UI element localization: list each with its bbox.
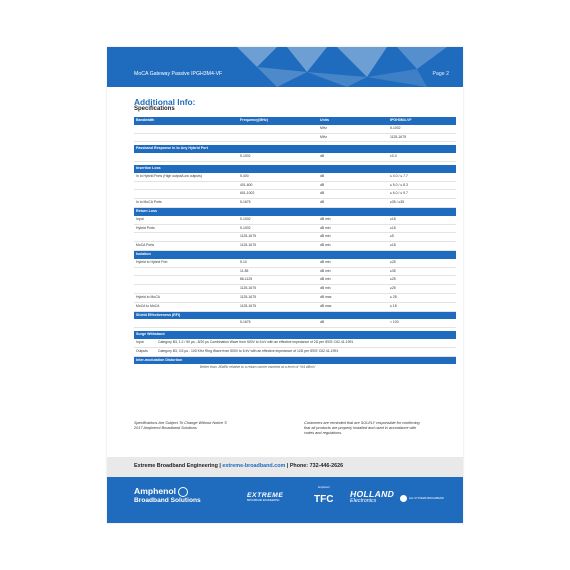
contact-bar bbox=[107, 457, 463, 477]
table-cell: ≥18 bbox=[388, 242, 456, 251]
amphenol-wordmark: Amphenol bbox=[134, 486, 177, 496]
table-cell: ≥18 bbox=[388, 224, 456, 233]
table-cell: MoCA Ports bbox=[134, 242, 238, 251]
table-section-header bbox=[134, 311, 456, 319]
table-cell: 1125-1675 bbox=[238, 293, 318, 302]
table-section-header bbox=[134, 356, 456, 364]
table-section-header bbox=[134, 165, 456, 173]
table-cell: dB bbox=[318, 319, 388, 327]
table-cell bbox=[134, 125, 238, 133]
spec-table bbox=[134, 117, 456, 372]
table-cell bbox=[134, 181, 238, 190]
table-cell: dB min bbox=[318, 233, 388, 242]
table-row bbox=[134, 133, 456, 142]
phone-number: Phone: 732-446-2626 bbox=[289, 463, 344, 469]
all-systems-icon bbox=[400, 495, 407, 502]
table-cell: 1125-1675 bbox=[238, 242, 318, 251]
holland-logo bbox=[350, 489, 394, 504]
table-cell: 601-1002 bbox=[238, 190, 318, 199]
table-cell: Hybrid to Hybrid Port bbox=[134, 259, 238, 267]
amphenol-tagline: Broadband Solutions bbox=[134, 496, 201, 504]
footer-left-line: Specifications Are Subject To Change Without Notice © bbox=[134, 421, 228, 425]
separator: | bbox=[219, 463, 221, 469]
table-cell: Hybrid to MoCA bbox=[134, 293, 238, 302]
table-cell: ≤ 4.0 / ≤ 7.7 bbox=[388, 173, 456, 181]
table-cell: ≥25 bbox=[388, 259, 456, 267]
tfc-wordmark: TFC bbox=[314, 494, 334, 505]
table-row bbox=[134, 302, 456, 311]
table-cell: dB min bbox=[318, 276, 388, 285]
table-cell: dB bbox=[318, 173, 388, 181]
holland-tagline: Electronics bbox=[350, 498, 377, 504]
table-cell: dB min bbox=[318, 242, 388, 251]
table-cell: MHz bbox=[318, 125, 388, 133]
document-title: MoCA Gateway Passive IPGH3M4-VF bbox=[134, 71, 223, 77]
table-cell: 1125-1675 bbox=[238, 285, 318, 294]
table-row bbox=[134, 267, 456, 276]
section-label: Inter-modulation Distortion bbox=[134, 356, 456, 364]
table-cell: dB min bbox=[318, 267, 388, 276]
table-note-row bbox=[134, 364, 456, 372]
table-cell: ≥5 bbox=[388, 233, 456, 242]
table-row bbox=[134, 190, 456, 199]
table-section-header bbox=[134, 331, 456, 339]
table-cell: 5-10 bbox=[238, 259, 318, 267]
table-cell: Input bbox=[134, 216, 238, 224]
footer-right-line: that all products are properly installed and used in accordance with bbox=[304, 426, 417, 430]
row-label: Outputs bbox=[134, 347, 238, 356]
footer-left-line: 2017 Amphenol Broadband Solutions bbox=[134, 426, 197, 430]
column-header: Units bbox=[318, 117, 388, 125]
table-cell: 401-600 bbox=[238, 181, 318, 190]
table-cell bbox=[238, 125, 318, 133]
footer-right-line: Customers are reminded that are SOLELY responsible for confirming bbox=[304, 421, 420, 425]
note-text: Better than -80dBc relative to a return carrier inserted at a level of +64 dBmV bbox=[200, 365, 316, 370]
column-header: Frequency(MHz) bbox=[238, 117, 318, 125]
table-row bbox=[134, 233, 456, 242]
table-cell: 11-85 bbox=[238, 267, 318, 276]
table-row bbox=[134, 339, 456, 347]
column-header: Bandwidth bbox=[134, 117, 238, 125]
table-cell bbox=[134, 276, 238, 285]
tfc-parent: Amphenol bbox=[317, 486, 330, 489]
row-label: Input bbox=[134, 339, 238, 347]
table-cell: 5-1002 bbox=[238, 224, 318, 233]
table-cell: ≥35 / ≥35 bbox=[388, 199, 456, 208]
table-cell: MHz bbox=[318, 133, 388, 142]
header-pattern bbox=[217, 47, 463, 87]
table-row bbox=[134, 259, 456, 267]
table-cell: In to MoCA Ports bbox=[134, 199, 238, 208]
row-description: Category B3, 0.5 µs - 100 KHz Ring Wave from 500V to 6 kV with an effective impedance of 12Ω per IEEE C62.41-1991 bbox=[158, 347, 376, 356]
table-row bbox=[134, 125, 456, 133]
table-cell: ≤ 6.0 / ≤ 9.7 bbox=[388, 190, 456, 199]
amphenol-globe-icon bbox=[178, 487, 188, 497]
all-systems-wordmark: ALL SYSTEMS BROADBAND bbox=[409, 497, 444, 501]
section-label: Insertion Loss bbox=[134, 165, 456, 173]
table-cell: Hybrid Ports bbox=[134, 224, 238, 233]
table-cell bbox=[134, 285, 238, 294]
table-row bbox=[134, 216, 456, 224]
table-row bbox=[134, 347, 456, 356]
section-label: Surge Withstand bbox=[134, 331, 456, 339]
table-cell: 1125-1675 bbox=[238, 302, 318, 311]
table-cell: 5-1002 bbox=[238, 153, 318, 161]
table-cell: dB bbox=[318, 153, 388, 161]
table-cell bbox=[134, 267, 238, 276]
table-row bbox=[134, 242, 456, 251]
table-cell: 5-1002 bbox=[238, 216, 318, 224]
table-row bbox=[134, 293, 456, 302]
table-cell: dB max bbox=[318, 302, 388, 311]
extreme-wordmark: EXTREME bbox=[247, 492, 284, 499]
table-row bbox=[134, 173, 456, 181]
header-band bbox=[107, 47, 463, 87]
page-number: Page 2 bbox=[432, 71, 449, 77]
table-cell: dB min bbox=[318, 285, 388, 294]
section-label: Shield Effectiveness (RFI) bbox=[134, 311, 456, 319]
table-row bbox=[134, 181, 456, 190]
table-cell: dB bbox=[318, 199, 388, 208]
section-label: Passband Response in to Any Hybrid Port bbox=[134, 145, 456, 153]
section-label: Return Loss bbox=[134, 207, 456, 215]
table-cell: 5-400 bbox=[238, 173, 318, 181]
table-cell: 5-1675 bbox=[238, 319, 318, 327]
table-section-header bbox=[134, 250, 456, 258]
subsection-heading: Specifications bbox=[134, 106, 175, 112]
table-cell: ±0.4 bbox=[388, 153, 456, 161]
table-row bbox=[134, 199, 456, 208]
table-cell: ≥25 bbox=[388, 285, 456, 294]
all-systems-logo bbox=[400, 495, 444, 502]
table-cell: ≤ 18 bbox=[388, 302, 456, 311]
table-cell: 1125-1675 bbox=[388, 133, 456, 142]
table-cell: dB bbox=[318, 181, 388, 190]
column-header: IPGH3M4-VF bbox=[388, 117, 456, 125]
table-cell bbox=[134, 153, 238, 161]
holland-wordmark: HOLLAND bbox=[350, 489, 395, 499]
table-header-row bbox=[134, 117, 456, 125]
table-row bbox=[134, 224, 456, 233]
table-row bbox=[134, 285, 456, 294]
table-row bbox=[134, 276, 456, 285]
table-cell: dB min bbox=[318, 216, 388, 224]
table-cell: 86-1125 bbox=[238, 276, 318, 285]
table-cell: In to Hybrid Ports (High output/Low outputs) bbox=[134, 173, 238, 181]
table-cell: 5-1002 bbox=[388, 125, 456, 133]
company-name: Extreme Broadband Engineering bbox=[134, 463, 218, 469]
table-cell: MoCA to MoCA bbox=[134, 302, 238, 311]
table-cell: dB max bbox=[318, 293, 388, 302]
table-cell: 5-1675 bbox=[238, 199, 318, 208]
contact-line bbox=[134, 463, 343, 469]
table-cell: > 100 bbox=[388, 319, 456, 327]
table-section-header bbox=[134, 145, 456, 153]
table-cell bbox=[134, 190, 238, 199]
table-cell bbox=[238, 133, 318, 142]
separator: | bbox=[286, 463, 289, 469]
table-cell bbox=[134, 319, 238, 327]
table-cell: dB min bbox=[318, 224, 388, 233]
section-heading: Additional Info: bbox=[134, 97, 196, 107]
table-cell: ≤ 5.0 / ≤ 8.3 bbox=[388, 181, 456, 190]
table-cell: ≥25 bbox=[388, 276, 456, 285]
table-cell: ≤ 28 bbox=[388, 293, 456, 302]
extreme-logo bbox=[247, 492, 283, 502]
table-cell: dB bbox=[318, 190, 388, 199]
section-label: Isolation bbox=[134, 250, 456, 258]
table-cell bbox=[134, 233, 238, 242]
row-description: Category B3, 1.2 / 50 µs - 8/20 µs Combination Wave from 500V to 6 kV with an effective impedance of 2Ω per IEEE C62.41-1991 bbox=[158, 339, 376, 347]
table-cell: 1125-1675 bbox=[238, 233, 318, 242]
footer-disclaimer bbox=[134, 421, 227, 431]
table-row bbox=[134, 319, 456, 327]
logo-band bbox=[107, 477, 463, 523]
footer-notice bbox=[304, 421, 456, 436]
table-cell: ≥18 bbox=[388, 216, 456, 224]
extreme-tagline: BROADBAND ENGINEERING bbox=[247, 499, 280, 502]
tfc-logo bbox=[314, 486, 333, 507]
amphenol-logo bbox=[134, 486, 201, 504]
table-row bbox=[134, 153, 456, 161]
table-cell bbox=[134, 133, 238, 142]
document-page bbox=[107, 47, 463, 523]
table-cell: dB min bbox=[318, 259, 388, 267]
table-section-header bbox=[134, 207, 456, 215]
table-cell: ≥35 bbox=[388, 267, 456, 276]
website-link[interactable]: extreme-broadband.com bbox=[222, 463, 286, 469]
footer-right-line: codes and regulations. bbox=[304, 431, 343, 435]
